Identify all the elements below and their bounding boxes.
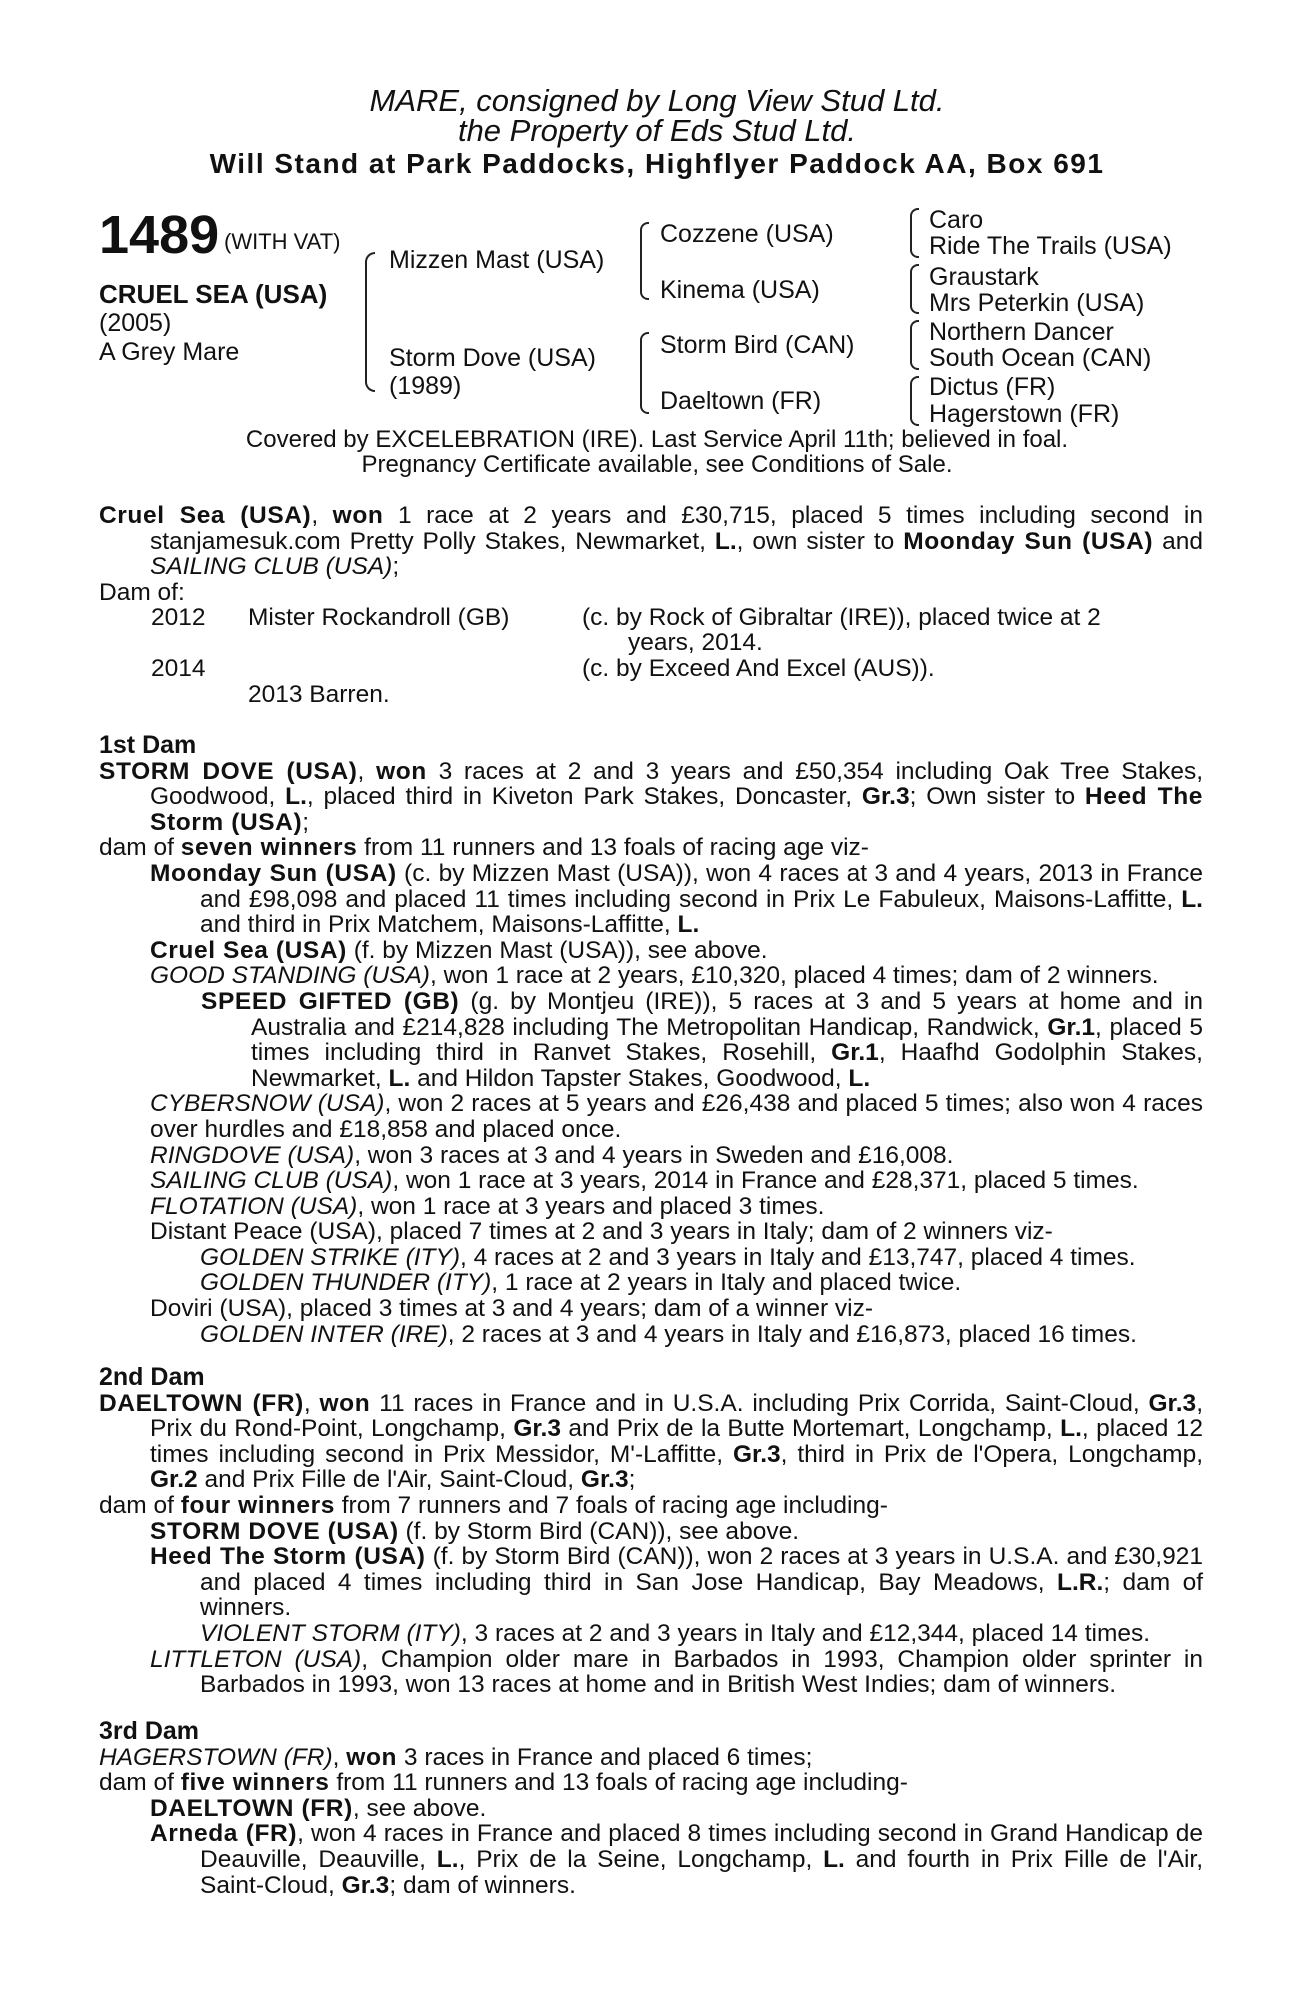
third-dam-heading: 3rd Dam	[99, 1717, 200, 1745]
pedigree-brace-parents	[365, 252, 375, 392]
second-dam-heading: 2nd Dam	[99, 1363, 205, 1391]
pedigree-g6: South Ocean (CAN)	[929, 344, 1152, 372]
pedigree-dam: Storm Dove (USA)	[389, 344, 596, 372]
second-dam-record: DAELTOWN (FR), won 11 races in France and in U.S.A. including Prix Corrida, Saint-Cloud, Gr.3, Prix du Rond-Point, Longchamp, Gr.3 and Prix de la Butte Mortemart, Longchamp, L., placed 12 times including second in Prix Messidor, M'-Laffitte, Gr.3, third in Prix de l'Opera, Longchamp, Gr.2 and Prix Fille de l'Air, Saint-Cloud, Gr.3;	[99, 1389, 1203, 1494]
progeny-good-standing: GOOD STANDING (USA), won 1 race at 2 years, £10,320, placed 4 times; dam of 2 winners.	[150, 962, 1159, 990]
pedigree-brace-dam	[640, 332, 649, 414]
grandprogeny-golden-inter: GOLDEN INTER (IRE), 2 races at 3 and 4 years in Italy and £16,873, placed 16 times.	[200, 1320, 1137, 1348]
pedigree-brace-g4	[910, 376, 919, 426]
pedigree-sire: Mizzen Mast (USA)	[389, 246, 605, 274]
race-record	[99, 503, 1203, 708]
grandprogeny-violent-storm: VIOLENT STORM (ITY), 3 races at 2 and 3 years in Italy and £12,344, placed 14 times.	[200, 1619, 1151, 1647]
progeny-doviri: Doviri (USA), placed 3 times at 3 and 4 years; dam of a winner viz-	[150, 1295, 874, 1323]
pedigree-g4: Mrs Peterkin (USA)	[929, 289, 1145, 317]
consignor-line: MARE, consigned by Long View Stud Ltd.	[369, 83, 945, 118]
progeny-moonday-sun: Moonday Sun (USA) (c. by Mizzen Mast (USA)), won 4 races at 3 and 4 years, 2013 in France and £98,098 and placed 11 times including second in Prix Le Fabuleux, Maisons-Laffitte, L. and third in Prix Matchem, Maisons-Laffitte, L.	[150, 859, 1204, 939]
horse-name: CRUEL SEA (USA)	[99, 279, 328, 309]
progeny-ringdove: RINGDOVE (USA), won 3 races at 3 and 4 years in Sweden and £16,008.	[150, 1141, 954, 1169]
lot-number: 1489	[99, 205, 220, 265]
progeny-table	[99, 605, 1203, 708]
pedigree-brace-g3	[910, 320, 919, 370]
progeny-note-cont: years, 2014.	[628, 629, 763, 657]
grandprogeny-golden-strike: GOLDEN STRIKE (ITY), 4 races at 2 and 3 years in Italy and £13,747, placed 4 times.	[200, 1243, 1136, 1271]
pedigree-dam-year: (1989)	[389, 372, 462, 400]
pedigree-g1: Caro	[929, 206, 984, 234]
pedigree-g8: Hagerstown (FR)	[929, 400, 1120, 428]
record-horse-name: Cruel Sea (USA)	[99, 502, 312, 529]
third-dam-record: HAGERSTOWN (FR), won 3 races in France and placed 6 times;	[99, 1743, 813, 1771]
progeny-littleton: LITTLETON (USA), Champion older mare in Barbados in 1993, Champion older sprinter in Barbados in 1993, won 13 races at home and in British West Indies; dam of winners.	[150, 1645, 1203, 1699]
barren-note: 2013 Barren.	[248, 681, 390, 709]
progeny-heed-the-storm: Heed The Storm (USA) (f. by Storm Bird (CAN)), won 2 races at 3 years in U.S.A. and £30,921 and placed 4 times including third in San Jose Handicap, Bay Meadows, L.R.; dam of winners.	[150, 1543, 1203, 1622]
pedigree-g3: Graustark	[929, 263, 1039, 291]
pedigree-g5: Northern Dancer	[929, 318, 1114, 346]
pregnancy-line: Pregnancy Certificate available, see Conditions of Sale.	[361, 451, 953, 478]
pedigree-dam-dam: Daeltown (FR)	[660, 387, 822, 415]
progeny-note: (c. by Exceed And Excel (AUS)).	[582, 655, 935, 683]
dam-of-label: Dam of:	[99, 578, 185, 606]
pedigree-dam-sire: Storm Bird (CAN)	[660, 331, 855, 359]
location-line: Will Stand at Park Paddocks, Highflyer Paddock AA, Box 691	[209, 148, 1105, 179]
second-dam-produce-summary: dam of four winners from 7 runners and 7 foals of racing age including-	[99, 1491, 888, 1519]
progeny-note: (c. by Rock of Gibraltar (IRE)), placed twice at 2	[582, 604, 1101, 632]
first-dam-heading: 1st Dam	[99, 731, 197, 759]
property-line: the Property of Eds Stud Ltd.	[457, 113, 857, 148]
progeny-name: Mister Rockandroll (GB)	[248, 604, 510, 632]
progeny-year: 2012	[151, 604, 206, 632]
record-won: won	[332, 502, 384, 529]
pedigree-brace-sire	[640, 222, 649, 300]
progeny-sailing-club: SAILING CLUB (USA), won 1 race at 3 years, 2014 in France and £28,371, placed 5 times.	[150, 1167, 1139, 1195]
pedigree-g7: Dictus (FR)	[929, 373, 1056, 401]
horse-year: (2005)	[99, 309, 172, 337]
first-dam-produce-summary: dam of seven winners from 11 runners and 13 foals of racing age viz-	[99, 834, 869, 862]
progeny-year: 2014	[151, 655, 206, 683]
pedigree-sire-sire: Cozzene (USA)	[660, 220, 834, 248]
third-dam-produce-summary: dam of five winners from 11 runners and 13 foals of racing age including-	[99, 1769, 908, 1797]
progeny-cruel-sea: Cruel Sea (USA) (f. by Mizzen Mast (USA)), see above.	[150, 936, 768, 964]
third-dam-section	[99, 1719, 1203, 1898]
pedigree-g2: Ride The Trails (USA)	[929, 232, 1172, 260]
pedigree-sire-dam: Kinema (USA)	[660, 276, 820, 304]
pedigree-brace-g2	[910, 264, 919, 314]
progeny-arneda: Arneda (FR), won 4 races in France and placed 8 times including second in Grand Handicap de Deauville, Deauville, L., Prix de la Seine, Longchamp, L. and fourth in Prix Fille de l'Air, Saint-Cloud, Gr.3; dam of winners.	[150, 1820, 1204, 1899]
covering-line: Covered by EXCELEBRATION (IRE). Last Service April 11th; believed in foal.	[245, 426, 1069, 453]
progeny-storm-dove: STORM DOVE (USA) (f. by Storm Bird (CAN)), see above.	[150, 1517, 799, 1545]
horse-info	[99, 280, 327, 367]
first-dam-record: STORM DOVE (USA), won 3 races at 2 and 3 years and £50,354 including Oak Tree Stakes, Goodwood, L., placed third in Kiveton Park Stakes, Doncaster, Gr.3; Own sister to Heed The Storm (USA);	[99, 757, 1204, 836]
first-dam-section	[99, 733, 1203, 1347]
progeny-distant-peace: Distant Peace (USA), placed 7 times at 2 and 3 years in Italy; dam of 2 winners viz-	[150, 1218, 1053, 1246]
grandprogeny-speed-gifted: SPEED GIFTED (GB) (g. by Montjeu (IRE)), 5 races at 3 and 5 years at home and in Australia and £214,828 including The Metropolitan Handicap, Randwick, Gr.1, placed 5 times including third in Ranvet Stakes, Rosehill, Gr.1, Haafhd Godolphin Stakes, Newmarket, L. and Hildon Tapster Stakes, Goodwood, L.	[201, 987, 1203, 1092]
record-sibling-sailing: SAILING CLUB (USA)	[150, 553, 393, 581]
record-sibling-moonday: Moonday Sun (USA)	[903, 527, 1154, 555]
vat-label: (WITH VAT)	[224, 229, 341, 254]
record-paragraph: Cruel Sea (USA), won 1 race at 2 years and £30,715, placed 5 times including second in stanjamesuk.com Pretty Polly Stakes, Newmarket, L., own sister to Moonday Sun (USA) and SAILING CLUB (USA);	[99, 502, 1203, 581]
second-dam-section	[99, 1365, 1203, 1698]
progeny-cybersnow: CYBERSNOW (USA), won 2 races at 5 years and £26,438 and placed 5 times; also won 4 races over hurdles and £18,858 and placed once.	[150, 1090, 1203, 1143]
pedigree-brace-g1	[910, 208, 919, 258]
progeny-daeltown: DAELTOWN (FR), see above.	[150, 1794, 487, 1822]
progeny-flotation: FLOTATION (USA), won 1 race at 3 years and placed 3 times.	[150, 1192, 825, 1220]
grandprogeny-golden-thunder: GOLDEN THUNDER (ITY), 1 race at 2 years in Italy and placed twice.	[200, 1269, 962, 1297]
horse-description: A Grey Mare	[99, 338, 240, 366]
